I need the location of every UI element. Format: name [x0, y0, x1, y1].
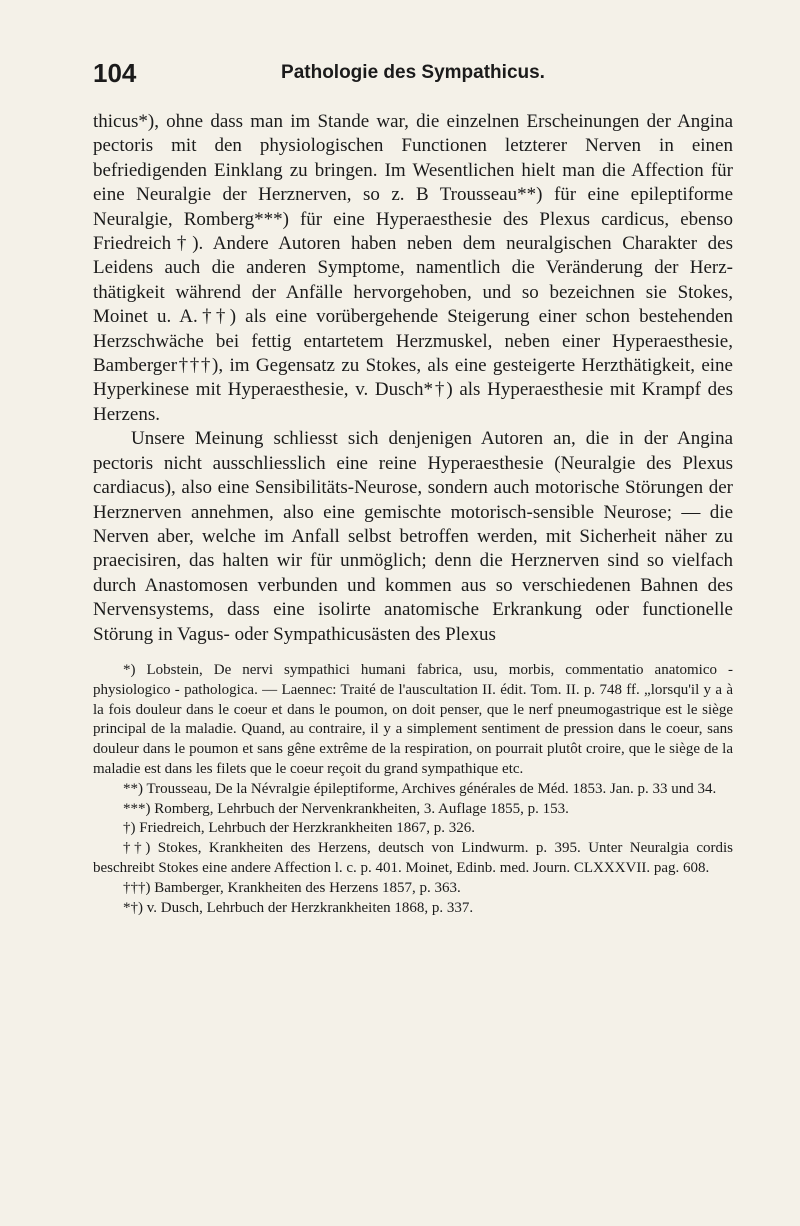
running-title: Pathologie des Sympathicus. — [281, 62, 545, 83]
footnote: ***) Romberg, Lehrbuch der Nervenkrankheiten, 3. Auflage 1855, p. 153. — [123, 800, 569, 817]
footnote: †) Friedreich, Lehrbuch der Herzkrankheiten 1867, p. 326. — [123, 820, 475, 837]
footnote: ††) Stokes, Krankheiten des Herzens, deutsch von Lindwurm. p. 395. Unter Neuralgia cordis beschreibt Stokes eine andere Affection l. c. p. 401. Moinet, Edinb. med. Journ. CLXXXVII. pag. 608. — [93, 840, 733, 876]
footnote: **) Trousseau, De la Névralgie épileptiforme, Archives générales de Méd. 1853. Jan. p. 33 und 34. — [123, 780, 717, 797]
main-text — [93, 110, 733, 647]
footnote: *†) v. Dusch, Lehrbuch der Herzkrankheiten 1868, p. 337. — [123, 899, 474, 916]
book-page — [93, 58, 733, 918]
body-paragraph: thicus*), ohne dass man im Stande war, die einzelnen Erscheinungen der Angina pectoris mit den physiologischen Functionen letzterer Nerven in einen befriedigenden Einklang zu bringen. Im Wesentlichen hielt man die Affection für eine Neuralgie der Herznerven, so z. B Trousseau**) für eine epileptiforme Neuralgie, Romberg***) für eine Hyperaesthesie des Plexus cardicus, ebenso Friedreich†). Andere Autoren haben neben dem neuralgischen Charakter des Leidens auch die anderen Symptome, namentlich die Veränderung der Herz-thätigkeit während der Anfälle hervorgehoben, und so bezeichnen sie Stokes, Moinet u. A.††) als eine vorübergehende Steigerung einer schon bestehenden Herzschwäche bei fettig entartetem Herzmuskel, neben einer Hyperaesthesie, Bamberger†††), im Gegensatz zu Stokes, als eine gesteigerte Herzthätigkeit, eine Hyperkinese mit Hyperaesthesie, v. Dusch*†) als Hyperaesthesie mit Krampf des Herzens. — [93, 111, 733, 425]
footnote: †††) Bamberger, Krankheiten des Herzens 1857, p. 363. — [123, 879, 461, 896]
page-header — [93, 58, 733, 94]
footnote: *) Lobstein, De nervi sympathici humani fabrica, usu, morbis, commentatio anatomico - physiologico - pathologica. — Laennec: Traité de l'auscultation II. édit. Tom. II. p. 748 ff. „lorsqu'il y a à la fois douleur dans le coeur et dans le poumon, on doit penser, que le nerf pneumogastrique est le siège principal de la maladie. Quand, au contraire, il y a simplement sentiment de pression dans le coeur, sans douleur dans le poumon et sans gêne extrême de la respiration, on pourrait plutôt croire, que le siège de la maladie est dans les filets que le coeur reçoit du grand sympathique etc. — [93, 661, 733, 777]
footnotes — [93, 661, 733, 918]
body-paragraph: Unsere Meinung schliesst sich denjenigen Autoren an, die in der Angina pectoris nicht ausschliesslich eine reine Hyperaesthesie (Neuralgie des Plexus cardiacus), also eine Sensibilitäts-Neurose, sondern auch motorische Störungen der Herznerven annehmen, also eine gemischte motorisch-sensible Neurose; — die Nerven aber, welche im Anfall selbst betroffen werden, mit Sicherheit näher zu praecisiren, das halten wir für unmöglich; denn die Herznerven sind so vielfach durch Anastomosen verbunden und kommen aus so verschiedenen Bahnen des Nervensystems, dass eine isolirte anatomische Erkrankung oder functionelle Störung in Vagus- oder Sympathicusästen des Plexus — [93, 428, 733, 645]
page-number: 104 — [93, 58, 137, 88]
